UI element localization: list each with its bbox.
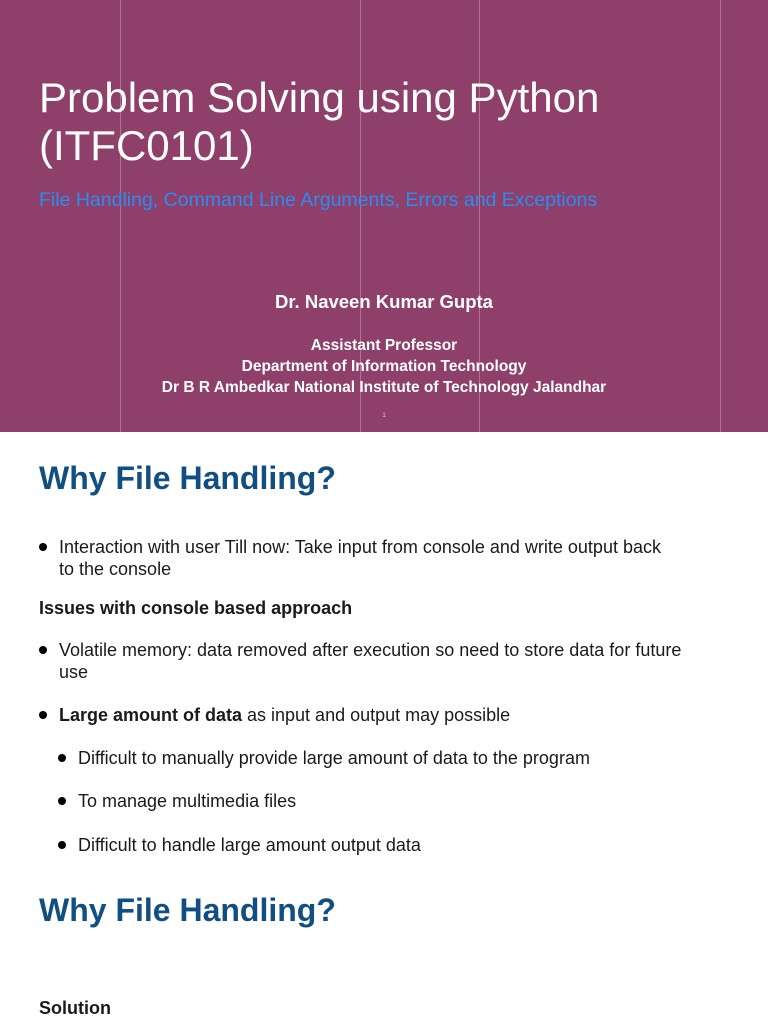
solution-label: Solution (39, 998, 111, 1018)
list-item-line: Volatile memory: data removed after execution so need to store data for future (59, 640, 682, 660)
bullet-dot (39, 646, 47, 654)
slide-title-line1: Problem Solving using Python (39, 74, 600, 121)
title-slide (0, 0, 768, 432)
sub-list-item (58, 834, 748, 856)
list-item-line: use (59, 662, 89, 682)
bullet-dot (58, 754, 66, 762)
author-designation: Assistant Professor (310, 337, 458, 354)
author-name: Dr. Naveen Kumar Gupta (275, 291, 493, 312)
sub-list-item (58, 747, 748, 769)
sub-list-item-text: To manage multimedia files (78, 791, 297, 811)
list-item-line: to the console (59, 559, 172, 579)
emphasis-text: Large amount of data (59, 705, 243, 725)
bullet-dot (58, 841, 66, 849)
list-item-line: Interaction with user Till now: Take input from console and write output back (59, 537, 661, 557)
sub-list-item-text: Difficult to handle large amount output data (78, 835, 421, 855)
list-item (39, 536, 739, 580)
list-item (39, 639, 749, 683)
bullet-dot (39, 543, 47, 551)
slide-heading: Why File Handling? (39, 892, 336, 928)
sub-list-item-text: Difficult to manually provide large amount of data to the program (78, 748, 590, 768)
bullet-dot (58, 797, 66, 805)
bullet-dot (39, 711, 47, 719)
author-department: Department of Information Technology (241, 358, 527, 375)
slide-title-line2: (ITFC0101) (39, 122, 254, 169)
slide-heading: Why File Handling? (39, 460, 336, 496)
list-item-text (39, 704, 739, 726)
slide-title (39, 74, 739, 170)
list-item (39, 704, 739, 726)
issues-label: Issues with console based approach (39, 598, 353, 618)
list-item-line: as input and output may possible (242, 705, 511, 725)
page-number: 1 (382, 413, 386, 419)
slide-subtitle: File Handling, Command Line Arguments, Errors and Exceptions (39, 189, 598, 211)
list-item-text (39, 536, 739, 580)
author-institute: Dr B R Ambedkar National Institute of Technology Jalandhar (161, 379, 607, 396)
sub-list-item (58, 790, 748, 812)
list-item-text (39, 639, 749, 683)
